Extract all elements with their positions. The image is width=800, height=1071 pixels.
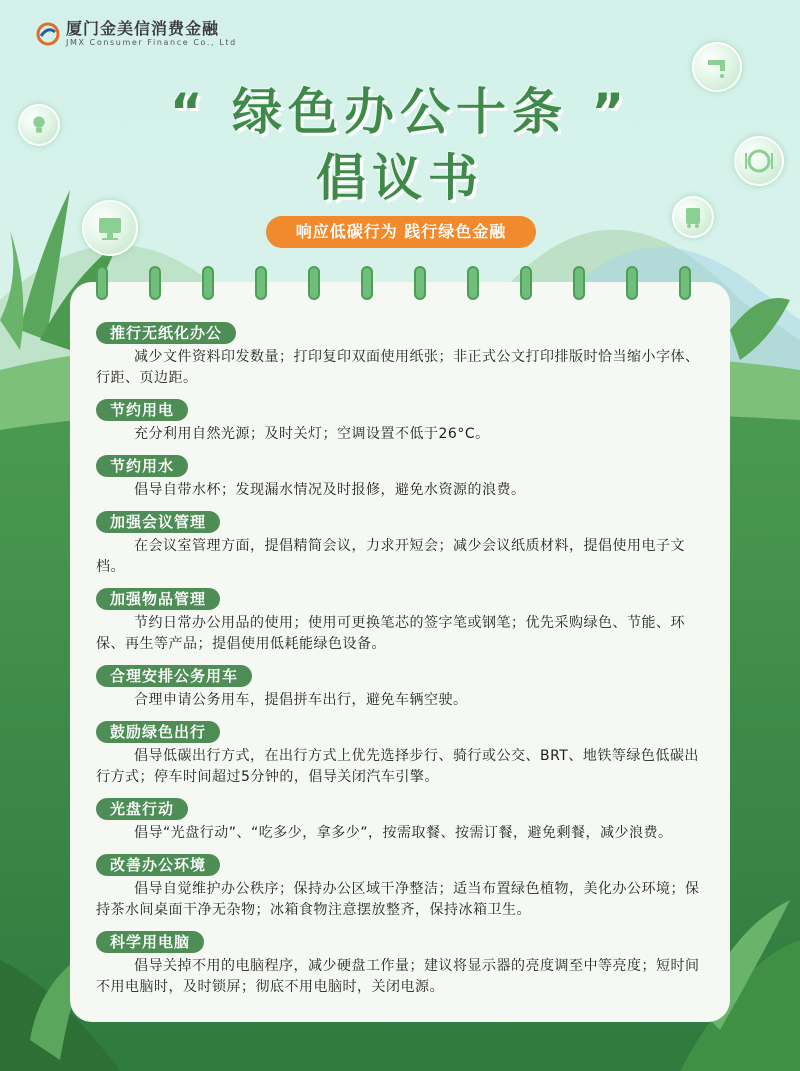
brand-mark-icon (36, 22, 60, 46)
initiative-label: 推行无纸化办公 (96, 322, 236, 344)
initiative-label: 节约用水 (96, 455, 188, 477)
initiative-label: 加强会议管理 (96, 511, 220, 533)
bus-icon (672, 196, 714, 238)
binder-ring (361, 266, 373, 300)
binder-ring (414, 266, 426, 300)
initiative-item (96, 854, 706, 921)
brand-logo (36, 20, 237, 48)
binder-ring (255, 266, 267, 300)
initiative-item (96, 399, 706, 445)
plate-icon (734, 136, 784, 186)
initiative-item (96, 322, 706, 389)
initiative-text: 倡导自带水杯；发现漏水情况及时报修，避免水资源的浪费。 (134, 482, 526, 498)
binder-ring (467, 266, 479, 300)
initiative-label: 改善办公环境 (96, 854, 220, 876)
initiative-text: 倡导“光盘行动”、“吃多少，拿多少”，按需取餐、按需订餐，避免剩餐，减少浪费。 (134, 825, 673, 841)
initiative-text: 减少文件资料印发数量；打印复印双面使用纸张；非正式公文打印排版时恰当缩小字体、行距、页边距。 (96, 349, 700, 386)
initiative-text: 倡导关掉不用的电脑程序，减少硬盘工作量；建议将显示器的亮度调至中等亮度；短时间不用电脑时，及时锁屏；彻底不用电脑时，关闭电源。 (96, 958, 700, 995)
lightbulb-icon (18, 104, 60, 146)
page-subtitle: 倡议书 (316, 149, 484, 207)
initiative-item (96, 455, 706, 501)
initiative-label: 鼓励绿色出行 (96, 721, 220, 743)
binder-ring (520, 266, 532, 300)
initiative-text: 在会议室管理方面，提倡精简会议，力求开短会；减少会议纸质材料，提倡使用电子文档。 (96, 538, 685, 575)
brand-name-en: JMX Consumer Finance Co., Ltd (66, 38, 237, 47)
page-title: “ 绿色办公十条 ” (169, 83, 631, 141)
binder-ring (679, 266, 691, 300)
initiative-text: 充分利用自然光源；及时关灯；空调设置不低于26°C。 (134, 426, 490, 442)
binder-ring (96, 266, 108, 300)
initiative-list (96, 322, 706, 1008)
binder-ring (573, 266, 585, 300)
initiative-label: 光盘行动 (96, 798, 188, 820)
binder-ring (149, 266, 161, 300)
faucet-icon (692, 42, 742, 92)
initiative-label: 节约用电 (96, 399, 188, 421)
initiative-label: 加强物品管理 (96, 588, 220, 610)
initiative-item (96, 588, 706, 655)
initiative-item (96, 511, 706, 578)
initiative-label: 合理安排公务用车 (96, 665, 252, 687)
initiative-text: 合理申请公务用车，提倡拼车出行，避免车辆空驶。 (134, 692, 468, 708)
initiative-text: 倡导低碳出行方式，在出行方式上优先选择步行、骑行或公交、BRT、地铁等绿色低碳出行方式；停车时间超过5分钟的，倡导关闭汽车引擎。 (96, 748, 699, 785)
brand-name-cn: 厦门金美信消费金融 (66, 19, 220, 38)
initiative-label: 科学用电脑 (96, 931, 204, 953)
initiative-item (96, 721, 706, 788)
slogan-badge: 响应低碳行为 践行绿色金融 (266, 216, 536, 248)
initiative-item (96, 931, 706, 998)
binder-ring (202, 266, 214, 300)
initiative-item (96, 665, 706, 711)
initiative-text: 节约日常办公用品的使用；使用可更换笔芯的签字笔或钢笔；优先采购绿色、节能、环保、再生等产品；提倡使用低耗能绿色设备。 (96, 615, 685, 652)
computer-icon (82, 200, 138, 256)
initiative-item (96, 798, 706, 844)
binder-ring (308, 266, 320, 300)
binder-ring (626, 266, 638, 300)
initiative-text: 倡导自觉维护办公秩序；保持办公区域干净整洁；适当布置绿色植物，美化办公环境；保持茶水间桌面干净无杂物；冰箱食物注意摆放整齐，保持冰箱卫生。 (96, 881, 700, 918)
